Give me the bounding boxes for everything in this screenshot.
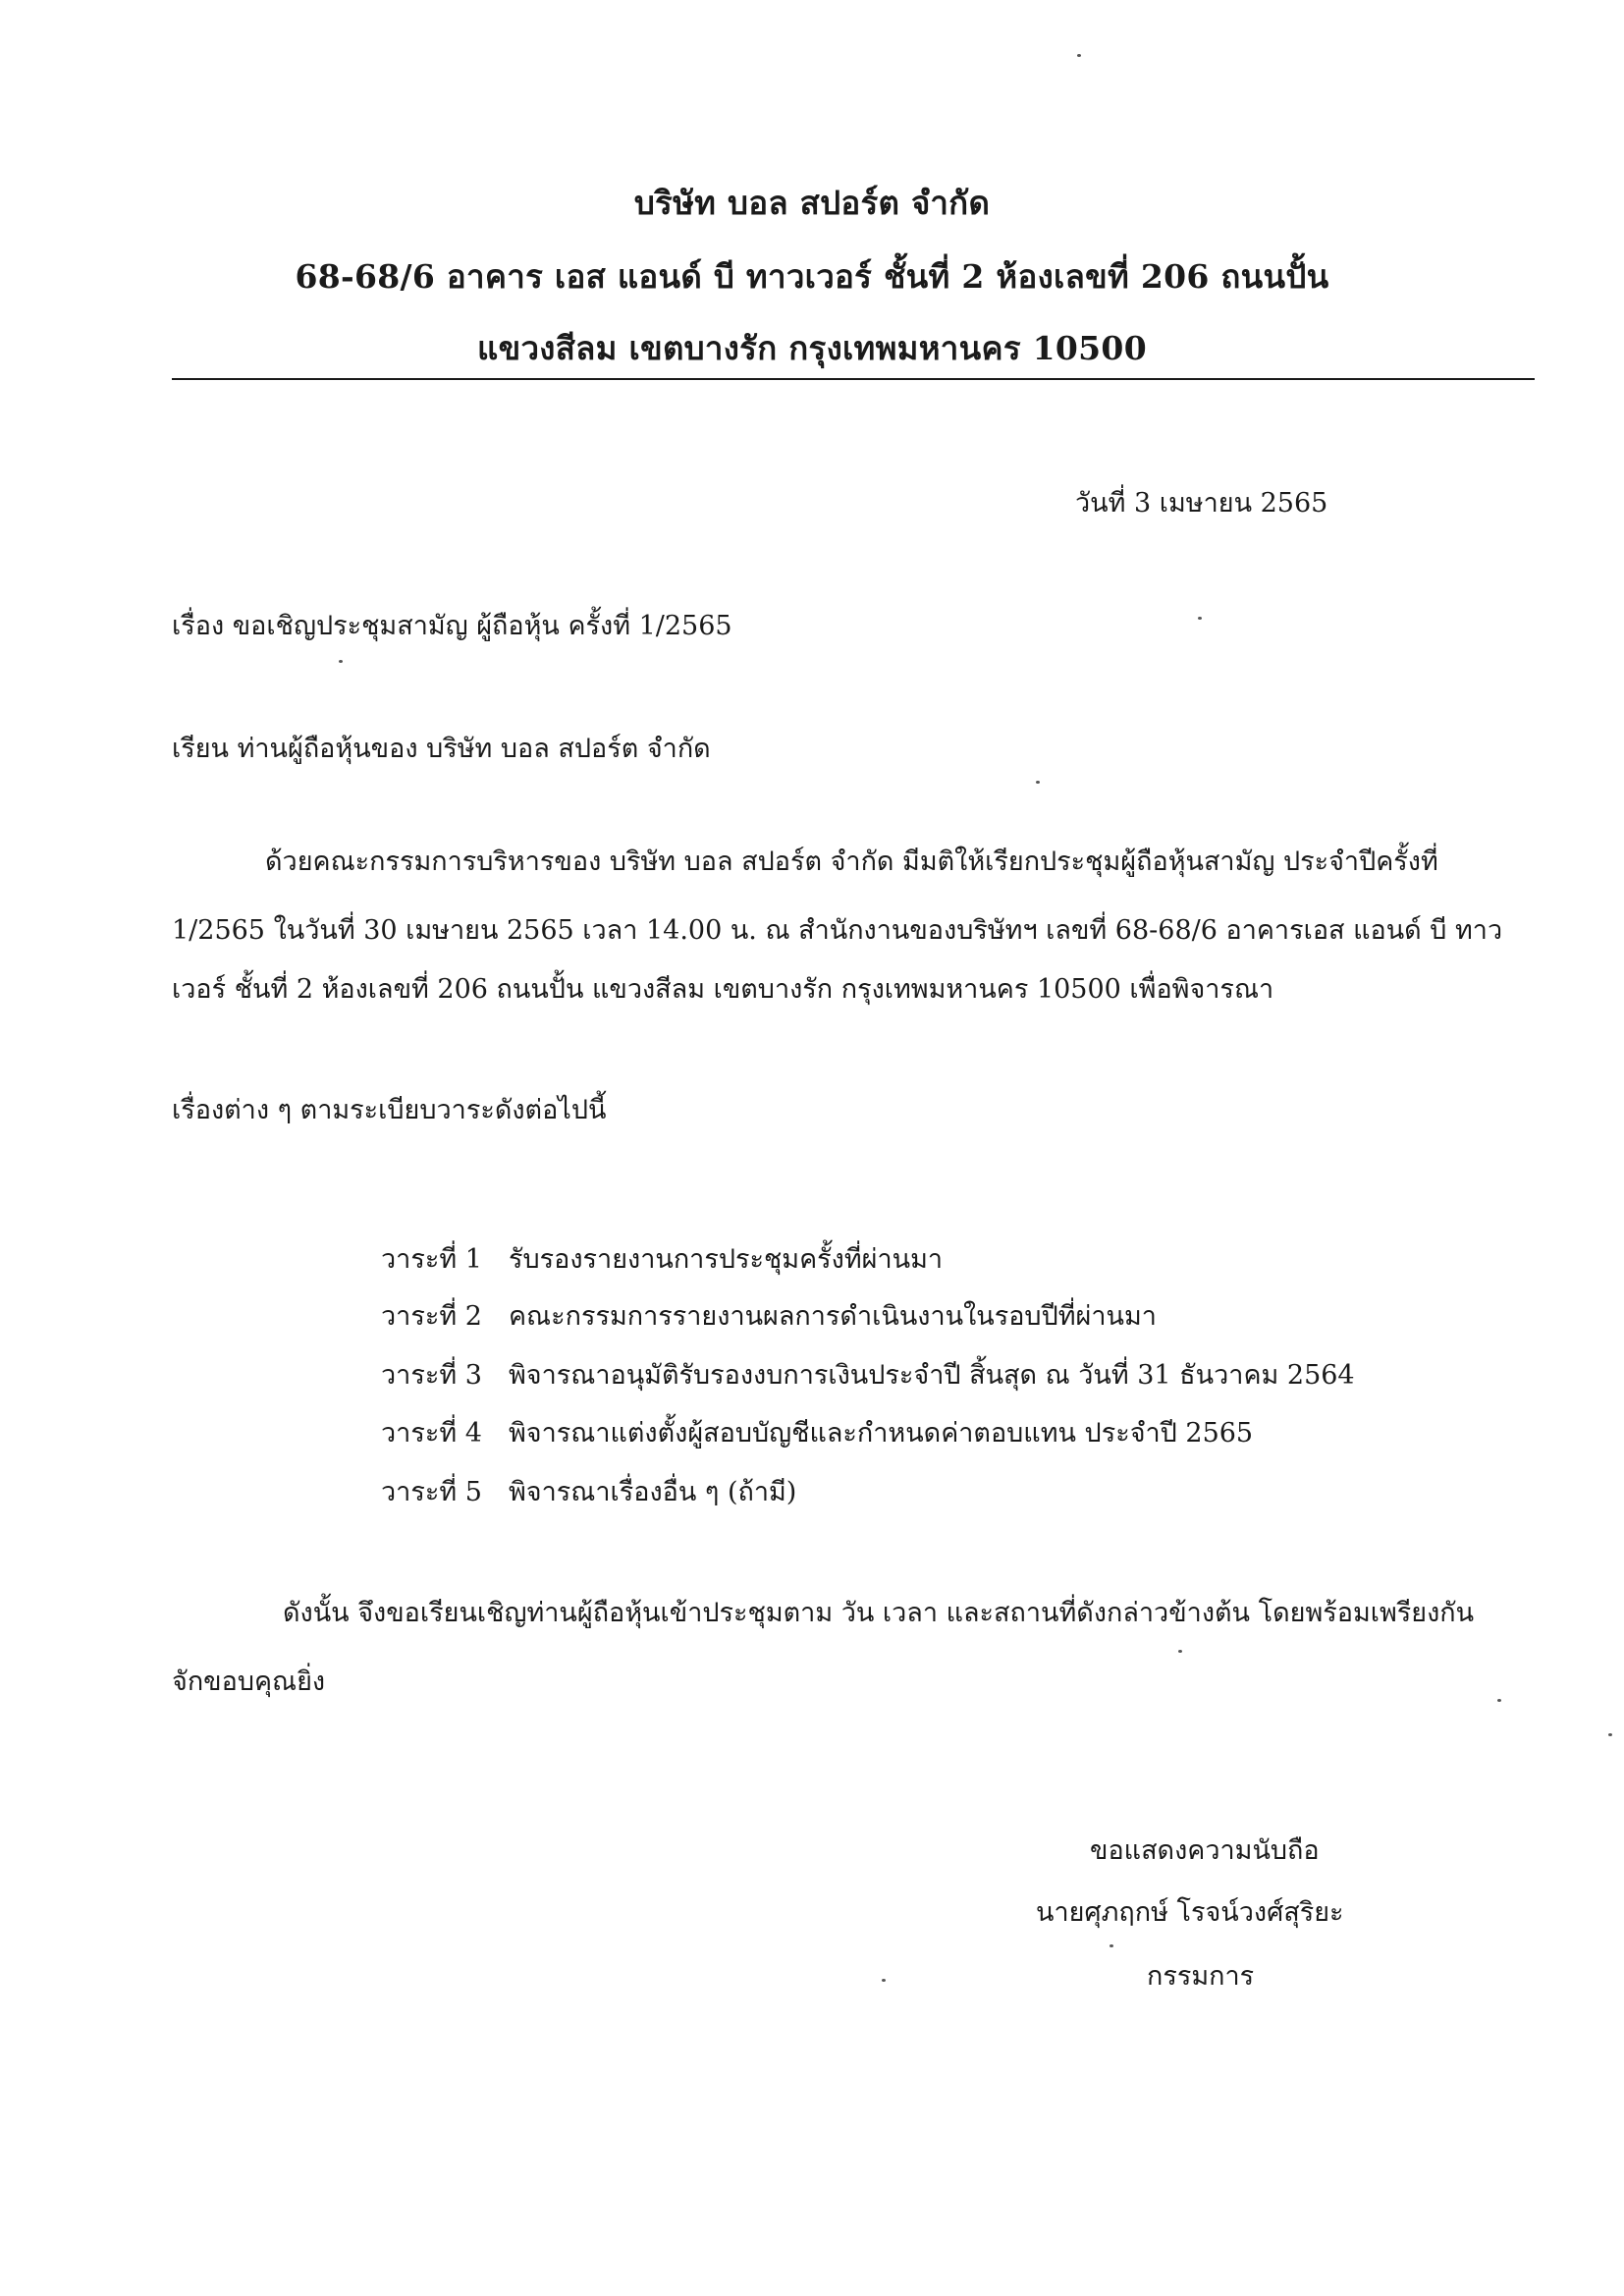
agenda-item [381, 1237, 943, 1280]
agenda-item-number: วาระที่ 3 [381, 1360, 482, 1391]
agenda-item-number: วาระที่ 5 [381, 1477, 482, 1507]
company-name: บริษัท บอล สปอร์ต จำกัด [633, 184, 991, 222]
scan-speck [1077, 54, 1081, 57]
company-address-line1: 68-68/6 อาคาร เอส แอนด์ บี ทาวเวอร์ ชั้นที่ 2 ห้องเลขที่ 206 ถนนปั้น [295, 257, 1329, 296]
agenda-item-text: พิจารณาเรื่องอื่น ๆ (ถ้ามี) [509, 1477, 797, 1507]
body-line-1: ด้วยคณะกรรมการบริหารของ บริษัท บอล สปอร์ต จำกัด มีมติให้เรียกประชุมผู้ถือหุ้นสามัญ ประจำปีครั้งที่ [265, 847, 1438, 877]
agenda-item [381, 1294, 1157, 1337]
scan-speck [1110, 1944, 1113, 1947]
scan-speck [1198, 617, 1202, 620]
closing-line-1: ดังนั้น จึงขอเรียนเชิญท่านผู้ถือหุ้นเข้าประชุมตาม วัน เวลา และสถานที่ดังกล่าวข้างต้น โดยพร้อมเพรียงกัน [283, 1598, 1475, 1628]
letter-subject: เรื่อง ขอเชิญประชุมสามัญ ผู้ถือหุ้น ครั้งที่ 1/2565 [172, 611, 732, 641]
scan-speck [882, 1979, 886, 1982]
scan-speck [1178, 1650, 1182, 1653]
agenda-item-text: คณะกรรมการรายงานผลการดำเนินงานในรอบปีที่ผ่านมา [509, 1301, 1157, 1332]
agenda-item-text: พิจารณาแต่งตั้งผู้สอบบัญชีและกำหนดค่าตอบแทน ประจำปี 2565 [509, 1418, 1254, 1449]
company-address-line2: แขวงสีลม เขตบางรัก กรุงเทพมหานคร 10500 [477, 329, 1147, 367]
signature-name: นายศุภฤกษ์ โรจน์วงศ์สุริยะ [1036, 1897, 1344, 1928]
letter-recipient: เรียน ท่านผู้ถือหุ้นของ บริษัท บอล สปอร์ต จำกัด [172, 734, 711, 764]
scan-speck [1036, 781, 1040, 784]
body-line-3: เวอร์ ชั้นที่ 2 ห้องเลขที่ 206 ถนนปั้น แขวงสีลม เขตบางรัก กรุงเทพมหานคร 10500 เพื่อพิจารณา [172, 974, 1274, 1005]
agenda-intro: เรื่องต่าง ๆ ตามระเบียบวาระดังต่อไปนี้ [172, 1095, 607, 1125]
agenda-item [381, 1353, 1355, 1395]
scan-speck [1497, 1699, 1501, 1702]
agenda-item-number: วาระที่ 2 [381, 1301, 482, 1332]
agenda-item-text: พิจารณาอนุมัติรับรองงบการเงินประจำปี สิ้นสุด ณ วันที่ 31 ธันวาคม 2564 [509, 1360, 1355, 1391]
header-divider [172, 378, 1535, 380]
letter-date: วันที่ 3 เมษายน 2565 [1075, 488, 1328, 519]
agenda-item-number: วาระที่ 4 [381, 1418, 482, 1449]
agenda-item [381, 1470, 796, 1512]
signature-regards: ขอแสดงความนับถือ [1090, 1835, 1320, 1866]
body-line-2: 1/2565 ในวันที่ 30 เมษายน 2565 เวลา 14.00 น. ณ สำนักงานของบริษัทฯ เลขที่ 68-68/6 อาคารเอส แอนด์ บี ทาว [172, 915, 1503, 946]
scan-speck [1608, 1733, 1612, 1736]
agenda-item-text: รับรองรายงานการประชุมครั้งที่ผ่านมา [509, 1244, 944, 1275]
signature-title: กรรมการ [1147, 1961, 1255, 1992]
agenda-item-number: วาระที่ 1 [381, 1244, 482, 1275]
closing-line-2: จักขอบคุณยิ่ง [172, 1667, 326, 1697]
agenda-item [381, 1411, 1253, 1453]
scan-speck [339, 660, 343, 663]
